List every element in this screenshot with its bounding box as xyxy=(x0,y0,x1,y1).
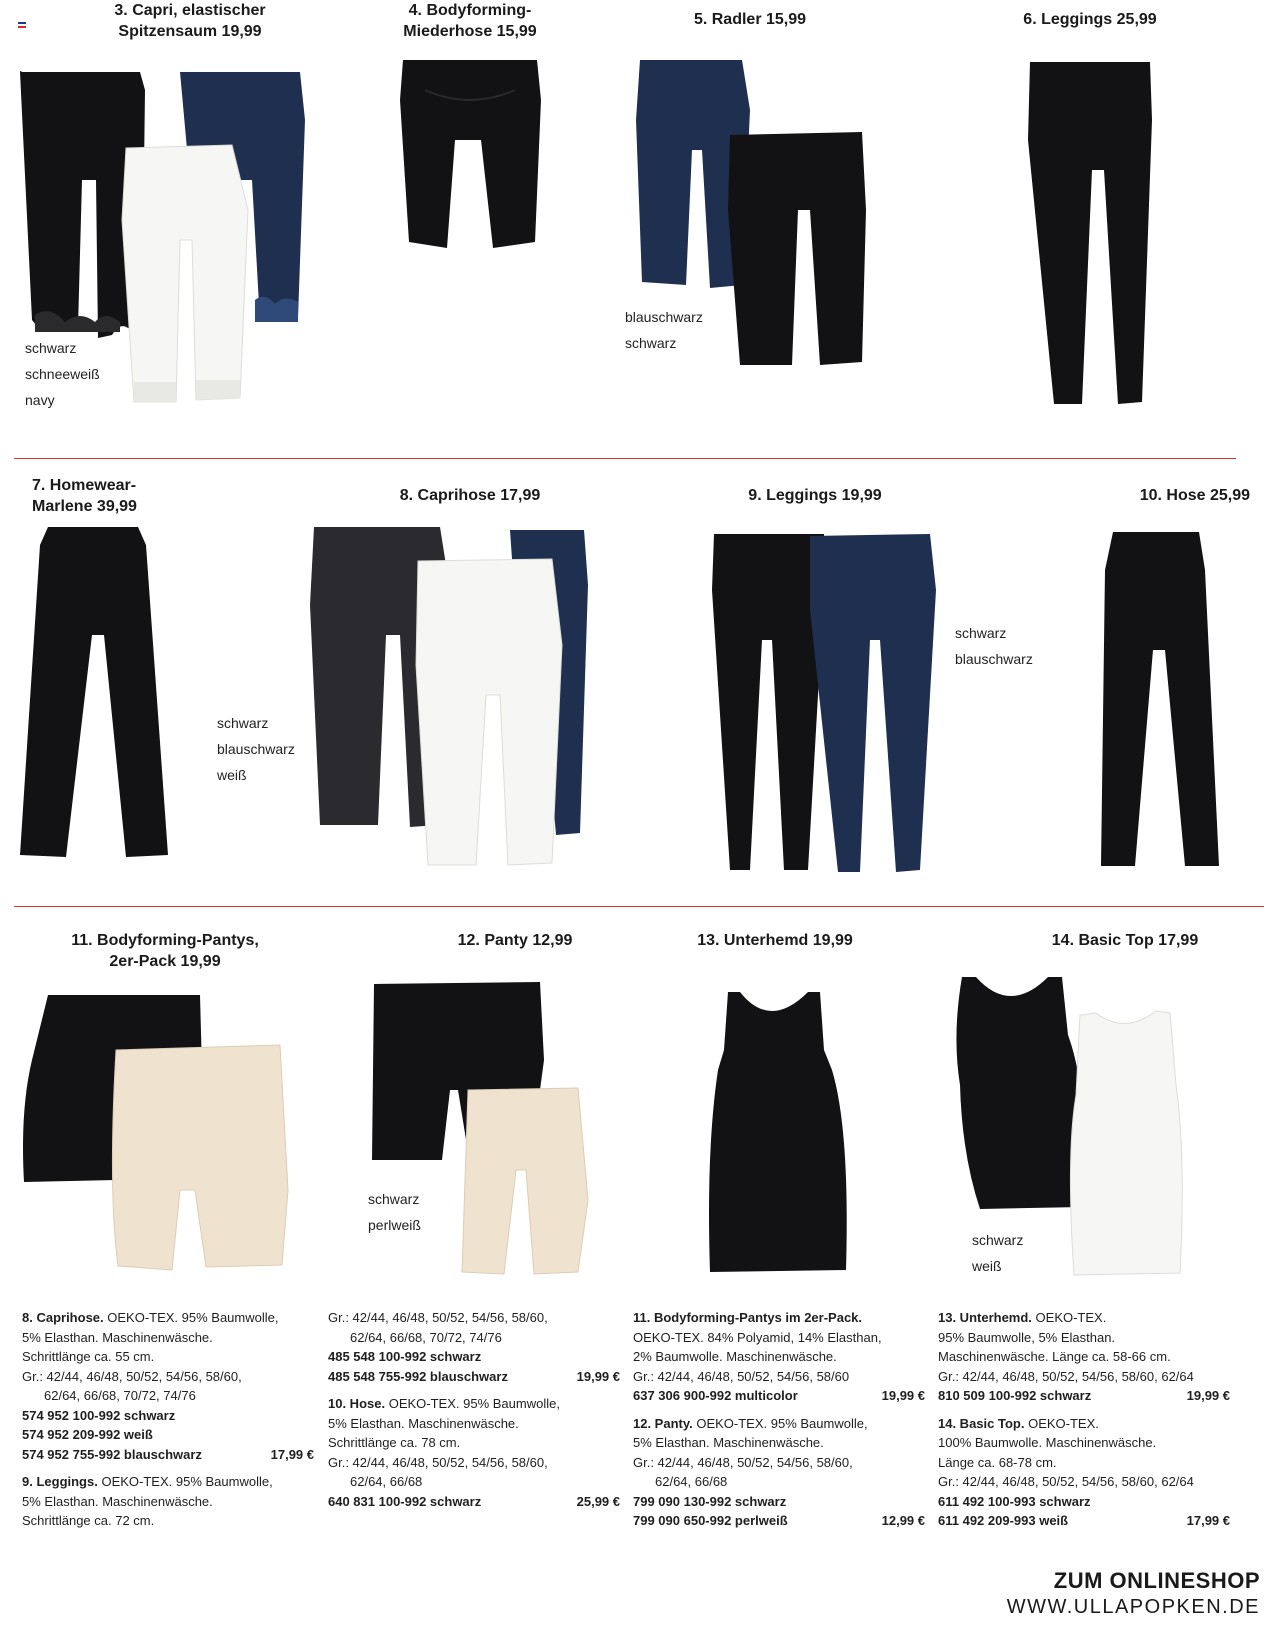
title-line: 10. Hose 25,99 xyxy=(1139,487,1250,504)
desc-line xyxy=(633,1414,925,1434)
product-name: 14. Basic Top. xyxy=(938,1415,1025,1431)
title-line: Spitzensaum 19,99 xyxy=(118,23,262,40)
desc-line: Gr.: 42/44, 46/48, 50/52, 54/56, 58/60, xyxy=(328,1454,548,1470)
bodyforming-miederhose-image xyxy=(395,60,545,260)
article-number: 611 492 209-993 weiß xyxy=(938,1513,1069,1528)
desc-line: Gr.: 42/44, 46/48, 50/52, 54/56, 58/60, xyxy=(22,1368,242,1384)
desc-line: 2% Baumwolle. Maschinenwäsche. xyxy=(633,1349,837,1364)
flag-icon xyxy=(18,22,26,28)
title-line: Miederhose 15,99 xyxy=(403,23,537,40)
price: 17,99 € xyxy=(270,1446,314,1462)
title-line: 5. Radler 15,99 xyxy=(693,11,807,28)
desc-line: Gr.: 42/44, 46/48, 50/52, 54/56, 58/60, xyxy=(633,1454,853,1470)
desc-line: Maschinenwäsche. Länge ca. 58-66 cm. xyxy=(938,1349,1171,1364)
color-label: weiß xyxy=(217,767,247,783)
desc-line: 62/64, 66/68, 70/72, 74/76 xyxy=(44,1388,196,1403)
price: 19,99 € xyxy=(1186,1388,1230,1403)
desc-line xyxy=(22,1308,314,1328)
price: 19,99 € xyxy=(881,1388,925,1403)
price: 12,99 € xyxy=(881,1513,925,1528)
title-line: 9. Leggings 19,99 xyxy=(748,487,882,504)
color-label: blauschwarz xyxy=(955,651,1033,667)
article-number: 574 952 755-992 blauschwarz xyxy=(22,1446,202,1462)
product-title-capri xyxy=(50,0,330,42)
price: 25,99 € xyxy=(576,1493,620,1509)
desc-line: 100% Baumwolle. Maschinenwäsche. xyxy=(938,1435,1157,1450)
bodyforming-pantys-image xyxy=(20,990,290,1275)
desc-line: OEKO-TEX. 84% Polyamid, 14% Elasthan, xyxy=(633,1329,882,1345)
title-line: 11. Bodyforming-Pantys, xyxy=(71,932,259,949)
basic-top-color-list xyxy=(972,1227,1023,1279)
color-label: schwarz xyxy=(625,335,677,351)
product-title-leggings-9 xyxy=(685,485,945,506)
desc-line: 95% Baumwolle, 5% Elasthan. xyxy=(938,1329,1116,1345)
article-number: 574 952 209-992 weiß xyxy=(22,1427,153,1442)
leggings-9-image xyxy=(710,530,940,875)
description-column-3 xyxy=(633,1308,925,1531)
desc-line: Gr.: 42/44, 46/48, 50/52, 54/56, 58/60, xyxy=(328,1310,548,1325)
color-label: weiß xyxy=(972,1258,1002,1274)
title-line: 4. Bodyforming- xyxy=(408,2,532,19)
article-line-priced xyxy=(633,1386,925,1406)
product-title-radler xyxy=(620,9,880,30)
article-number: 637 306 900-992 multicolor xyxy=(633,1388,798,1403)
article-number: 574 952 100-992 schwarz xyxy=(22,1407,176,1423)
title-line: 14. Basic Top 17,99 xyxy=(1051,932,1199,949)
product-title-basic-top xyxy=(1000,930,1250,951)
color-label: blauschwarz xyxy=(625,309,703,325)
desc-text: OEKO-TEX. 95% Baumwolle, xyxy=(692,1415,868,1431)
section-divider xyxy=(14,458,1236,459)
product-title-panty xyxy=(390,930,640,951)
product-name: 9. Leggings. xyxy=(22,1474,98,1489)
description-column-4 xyxy=(938,1308,1230,1531)
desc-line: 5% Elasthan. Maschinenwäsche. xyxy=(328,1415,519,1431)
desc-text: OEKO-TEX. 95% Baumwolle, xyxy=(97,1474,273,1489)
section-divider xyxy=(14,906,1264,907)
product-title-hose-10 xyxy=(1060,485,1250,506)
product-title-bodyforming-miederhose xyxy=(340,0,600,42)
color-label: schwarz xyxy=(368,1191,420,1207)
panty-color-list xyxy=(368,1186,421,1238)
title-line: 8. Caprihose 17,99 xyxy=(399,487,541,504)
price: 17,99 € xyxy=(1186,1513,1230,1528)
article-line-priced xyxy=(22,1445,314,1465)
desc-line: Gr.: 42/44, 46/48, 50/52, 54/56, 58/60, 62/64 xyxy=(938,1368,1194,1384)
color-label: schwarz xyxy=(217,715,269,731)
leggings-6-image xyxy=(1020,60,1160,410)
product-title-leggings-6 xyxy=(960,9,1220,30)
title-line: 6. Leggings 25,99 xyxy=(1023,11,1157,28)
article-number: 485 548 100-992 schwarz xyxy=(328,1349,482,1364)
color-label: schwarz xyxy=(955,625,1007,641)
article-line-priced xyxy=(633,1511,925,1531)
desc-line: Gr.: 42/44, 46/48, 50/52, 54/56, 58/60, 62/64 xyxy=(938,1474,1194,1489)
article-number: 640 831 100-992 schwarz xyxy=(328,1493,482,1509)
onlineshop-footer[interactable] xyxy=(1007,1568,1260,1620)
product-name: 13. Unterhemd. xyxy=(938,1310,1032,1325)
title-line: 3. Capri, elastischer xyxy=(114,2,266,19)
color-label: schneeweiß xyxy=(25,366,100,382)
unterhemd-image xyxy=(700,990,860,1275)
product-title-unterhemd xyxy=(650,930,900,951)
product-name: 12. Panty. xyxy=(633,1415,693,1431)
desc-line xyxy=(938,1308,1230,1328)
title-line: 7. Homewear- xyxy=(32,477,137,494)
hose-10-image xyxy=(1095,530,1235,870)
capri-color-list xyxy=(25,335,100,413)
desc-text: OEKO-TEX. xyxy=(1024,1415,1099,1431)
desc-line: 62/64, 66/68, 70/72, 74/76 xyxy=(350,1329,502,1345)
desc-line: Schrittlänge ca. 78 cm. xyxy=(328,1435,461,1450)
article-line-priced xyxy=(328,1367,620,1387)
color-label: schwarz xyxy=(972,1232,1024,1248)
desc-line: 62/64, 66/68 xyxy=(350,1474,423,1489)
description-column-2 xyxy=(328,1308,620,1511)
homewear-marlene-image xyxy=(18,525,178,860)
color-label: perlweiß xyxy=(368,1217,421,1233)
title-line: Marlene 39,99 xyxy=(32,498,137,515)
title-line: 2er-Pack 19,99 xyxy=(109,953,221,970)
leggings-9-color-list xyxy=(955,620,1033,672)
footer-url[interactable]: WWW.ULLAPOPKEN.DE xyxy=(1006,1596,1260,1618)
title-line: 12. Panty 12,99 xyxy=(457,932,573,949)
product-name: 8. Caprihose. xyxy=(22,1310,104,1325)
article-line-priced xyxy=(328,1492,620,1512)
title-line: 13. Unterhemd 19,99 xyxy=(697,932,853,949)
marlene-color-list xyxy=(217,710,295,788)
color-label: navy xyxy=(25,392,55,408)
product-name: 10. Hose. xyxy=(328,1396,386,1411)
radler-color-list xyxy=(625,304,703,356)
product-title-bodyforming-pantys xyxy=(40,930,290,972)
desc-text: OEKO-TEX. xyxy=(1031,1310,1107,1325)
desc-text: OEKO-TEX. 95% Baumwolle, xyxy=(103,1310,279,1325)
desc-line: 5% Elasthan. Maschinenwäsche. xyxy=(633,1435,824,1450)
price: 19,99 € xyxy=(576,1368,620,1384)
desc-line: Länge ca. 68-78 cm. xyxy=(938,1454,1057,1470)
desc-line xyxy=(938,1414,1230,1434)
product-title-caprihose xyxy=(340,485,600,506)
desc-line: 5% Elasthan. Maschinenwäsche. xyxy=(22,1493,213,1509)
article-number: 799 090 130-992 schwarz xyxy=(633,1493,787,1509)
desc-line: 62/64, 66/68 xyxy=(655,1474,728,1489)
article-number: 485 548 755-992 blauschwarz xyxy=(328,1368,508,1384)
desc-line: Schrittlänge ca. 55 cm. xyxy=(22,1349,155,1364)
desc-line: Gr.: 42/44, 46/48, 50/52, 54/56, 58/60 xyxy=(633,1368,850,1384)
desc-text: OEKO-TEX. 95% Baumwolle, xyxy=(385,1396,560,1411)
caprihose-image xyxy=(300,525,590,870)
desc-line: 5% Elasthan. Maschinenwäsche. xyxy=(22,1329,213,1345)
desc-line xyxy=(22,1472,314,1492)
product-title-homewear-marlene xyxy=(32,475,137,517)
article-number: 799 090 650-992 perlweiß xyxy=(633,1513,788,1528)
color-label: blauschwarz xyxy=(217,741,295,757)
article-number: 611 492 100-993 schwarz xyxy=(938,1493,1091,1509)
article-line-priced xyxy=(938,1511,1230,1531)
description-column-1 xyxy=(22,1308,314,1531)
footer-cta: ZUM ONLINESHOP xyxy=(1053,1568,1260,1593)
desc-line: Schrittlänge ca. 72 cm. xyxy=(22,1513,155,1528)
desc-line xyxy=(328,1394,620,1414)
color-label: schwarz xyxy=(25,340,77,356)
article-line-priced xyxy=(938,1386,1230,1406)
article-number: 810 509 100-992 schwarz xyxy=(938,1388,1092,1403)
product-name: 11. Bodyforming-Pantys im 2er-Pack. xyxy=(633,1310,863,1325)
